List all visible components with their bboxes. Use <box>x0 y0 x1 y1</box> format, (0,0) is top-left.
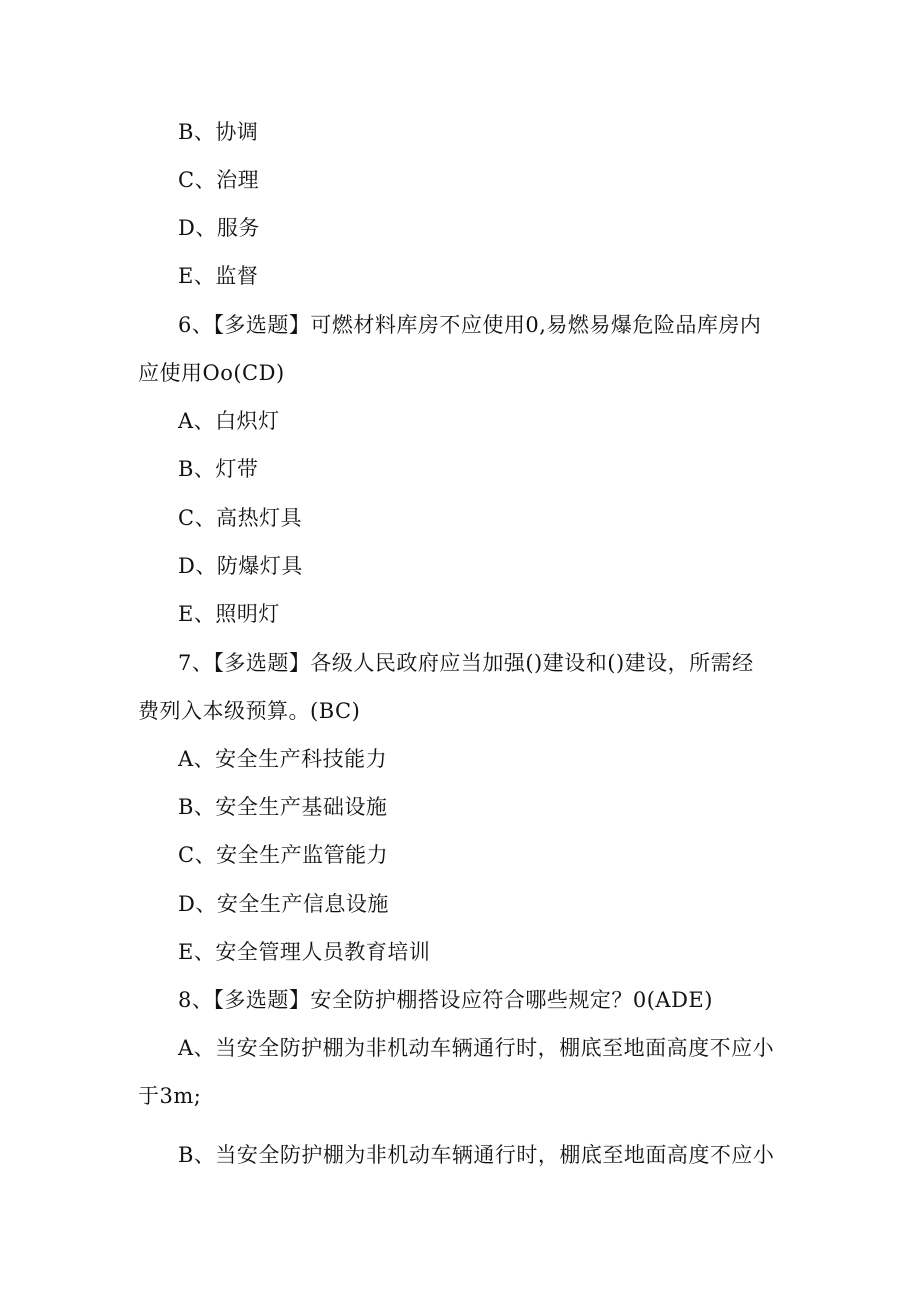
option-b-text: B、协调 <box>178 120 259 144</box>
option-a-text: A、安全生产科技能力 <box>178 747 388 771</box>
question-6-text: 6、【多选题】可燃材料库房不应使用0,易燃易爆危险品库房内 <box>178 313 762 337</box>
option-b-text: B、当安全防护棚为非机动车辆通行时，棚底至地面高度不应小 <box>178 1143 775 1167</box>
option-e-text: E、照明灯 <box>178 602 280 626</box>
option-e-text: E、安全管理人员教育培训 <box>178 940 431 964</box>
option-b-text: B、安全生产基础设施 <box>178 795 388 819</box>
option-a-continuation: 于3m; <box>138 1084 202 1108</box>
option-a-text: A、当安全防护棚为非机动车辆通行时，棚底至地面高度不应小 <box>178 1036 775 1060</box>
question-8-text: 8、【多选题】安全防护棚搭设应符合哪些规定？0(ADE) <box>178 988 713 1012</box>
option-d-text: D、服务 <box>178 216 260 240</box>
question-7-continuation: 费列入本级预算。(BC) <box>138 699 361 723</box>
question-7-text: 7、【多选题】各级人民政府应当加强()建设和()建设，所需经 <box>178 651 754 675</box>
option-c-text: C、治理 <box>178 168 260 192</box>
option-c-text: C、安全生产监管能力 <box>178 843 389 867</box>
option-c-text: C、高热灯具 <box>178 506 303 530</box>
option-d-text: D、安全生产信息设施 <box>178 892 389 916</box>
option-d-text: D、防爆灯具 <box>178 554 303 578</box>
option-a-text: A、白炽灯 <box>178 409 280 433</box>
question-6-continuation: 应使用Oo(CD) <box>138 361 285 385</box>
option-e-text: E、监督 <box>178 264 259 288</box>
option-b-text: B、灯带 <box>178 457 259 481</box>
